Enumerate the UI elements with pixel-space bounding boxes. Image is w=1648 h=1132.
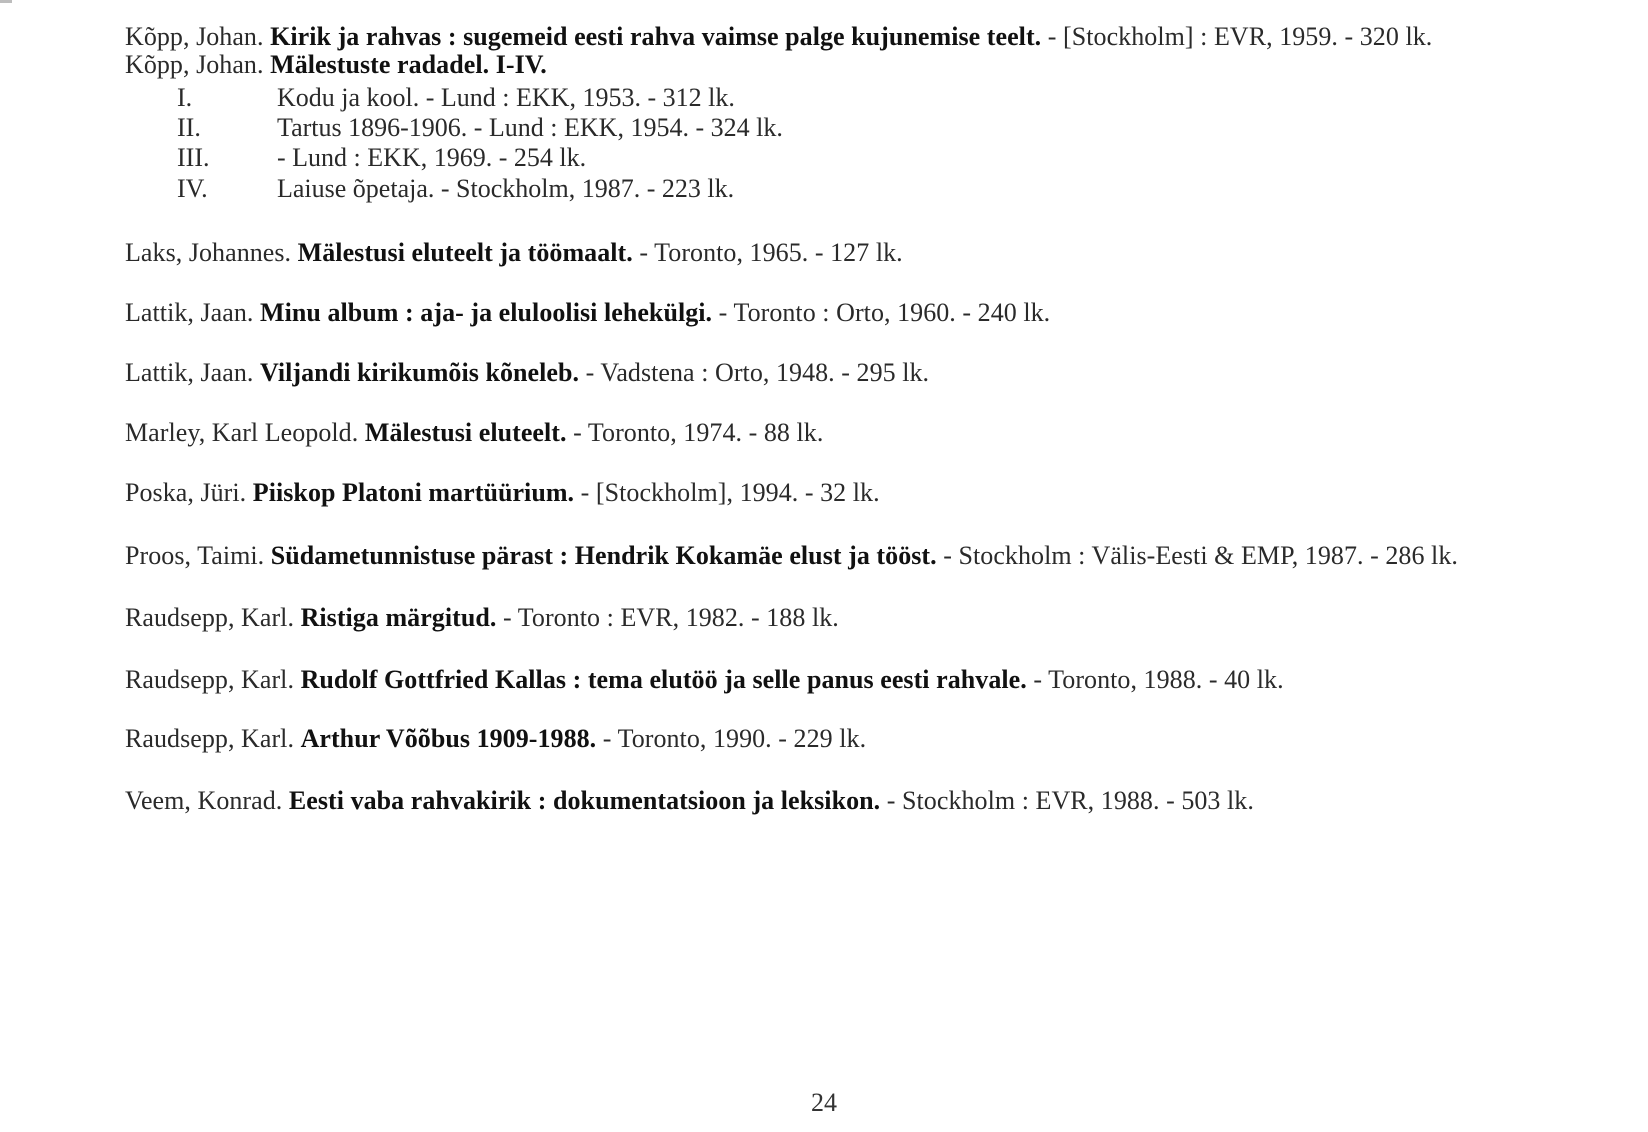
volume-text: Tartus 1896-1906. - Lund : EKK, 1954. - 324 lk. bbox=[277, 113, 783, 142]
bibliography-entry bbox=[125, 238, 903, 268]
entry-details: - Toronto, 1990. - 229 lk. bbox=[602, 724, 867, 753]
volume-number: II. bbox=[177, 113, 201, 142]
entry-details: - Stockholm : EVR, 1988. - 503 lk. bbox=[886, 786, 1254, 815]
entry-title: Mälestuste radadel. I-IV. bbox=[270, 50, 547, 79]
bibliography-entry bbox=[125, 724, 866, 754]
bibliography-entry bbox=[125, 358, 929, 388]
entry-title: Viljandi kirikumõis kõneleb. bbox=[260, 358, 580, 387]
entry-author: Lattik, Jaan. bbox=[125, 358, 254, 387]
volume-text: Kodu ja kool. - Lund : EKK, 1953. - 312 lk. bbox=[277, 83, 735, 112]
volume-row bbox=[177, 174, 734, 204]
entry-author: Poska, Jüri. bbox=[125, 478, 247, 507]
entry-details: - Toronto, 1965. - 127 lk. bbox=[639, 238, 903, 267]
entry-title: Mälestusi eluteelt ja töömaalt. bbox=[297, 238, 633, 267]
entry-author: Marley, Karl Leopold. bbox=[125, 418, 359, 447]
bibliography-entry bbox=[125, 418, 823, 448]
volume-number: III. bbox=[177, 143, 210, 172]
volume-row bbox=[177, 83, 735, 113]
entry-author: Kõpp, Johan. bbox=[125, 22, 264, 51]
bibliography-entry bbox=[125, 665, 1284, 695]
entry-author: Raudsepp, Karl. bbox=[125, 603, 294, 632]
entry-title: Eesti vaba rahvakirik : dokumentatsioon ja leksikon. bbox=[288, 786, 881, 815]
volume-number: I. bbox=[177, 83, 193, 112]
bibliography-entry bbox=[125, 478, 880, 508]
entry-author: Proos, Taimi. bbox=[125, 541, 265, 570]
bibliography-entry bbox=[125, 298, 1050, 328]
volume-row bbox=[177, 143, 586, 173]
entry-title: Minu album : aja- ja eluloolisi lehekülgi. bbox=[260, 298, 713, 327]
entry-title: Ristiga märgitud. bbox=[300, 603, 497, 632]
entry-details: - Vadstena : Orto, 1948. - 295 lk. bbox=[585, 358, 930, 387]
entry-details: - Stockholm : Välis-Eesti & EMP, 1987. - 286 lk. bbox=[943, 541, 1458, 570]
entry-author: Laks, Johannes. bbox=[125, 238, 292, 267]
entry-title: Arthur Võõbus 1909-1988. bbox=[300, 724, 597, 753]
entry-details: - [Stockholm] : EVR, 1959. - 320 lk. bbox=[1047, 22, 1433, 51]
bibliography-entry bbox=[125, 22, 1432, 52]
entry-author: Lattik, Jaan. bbox=[125, 298, 254, 327]
volume-row bbox=[177, 113, 783, 143]
entry-title: Kirik ja rahvas : sugemeid eesti rahva vaimse palge kujunemise teelt. bbox=[270, 22, 1042, 51]
volume-text: Laiuse õpetaja. - Stockholm, 1987. - 223 lk. bbox=[277, 174, 735, 203]
bibliography-entry bbox=[125, 786, 1254, 816]
entry-title: Rudolf Gottfried Kallas : tema elutöö ja selle panus eesti rahvale. bbox=[300, 665, 1027, 694]
bibliography-entry bbox=[125, 50, 547, 80]
entry-details: - Toronto : EVR, 1982. - 188 lk. bbox=[502, 603, 839, 632]
volume-number: IV. bbox=[177, 174, 208, 203]
entry-author: Raudsepp, Karl. bbox=[125, 665, 294, 694]
entry-details: - [Stockholm], 1994. - 32 lk. bbox=[580, 478, 880, 507]
entry-title: Mälestusi eluteelt. bbox=[364, 418, 567, 447]
entry-author: Kõpp, Johan. bbox=[125, 50, 264, 79]
entry-title: Piiskop Platoni martüürium. bbox=[252, 478, 575, 507]
scan-edge-mark bbox=[0, 0, 12, 3]
bibliography-entry bbox=[125, 603, 839, 633]
entry-title: Südametunnistuse pärast : Hendrik Kokamäe elust ja tööst. bbox=[270, 541, 937, 570]
bibliography-entry bbox=[125, 541, 1458, 571]
volume-text: - Lund : EKK, 1969. - 254 lk. bbox=[277, 143, 587, 172]
entry-details: - Toronto : Orto, 1960. - 240 lk. bbox=[718, 298, 1051, 327]
page-number: 24 bbox=[811, 1088, 837, 1117]
entry-author: Raudsepp, Karl. bbox=[125, 724, 294, 753]
entry-details: - Toronto, 1988. - 40 lk. bbox=[1033, 665, 1284, 694]
entry-author: Veem, Konrad. bbox=[125, 786, 283, 815]
entry-details: - Toronto, 1974. - 88 lk. bbox=[573, 418, 824, 447]
